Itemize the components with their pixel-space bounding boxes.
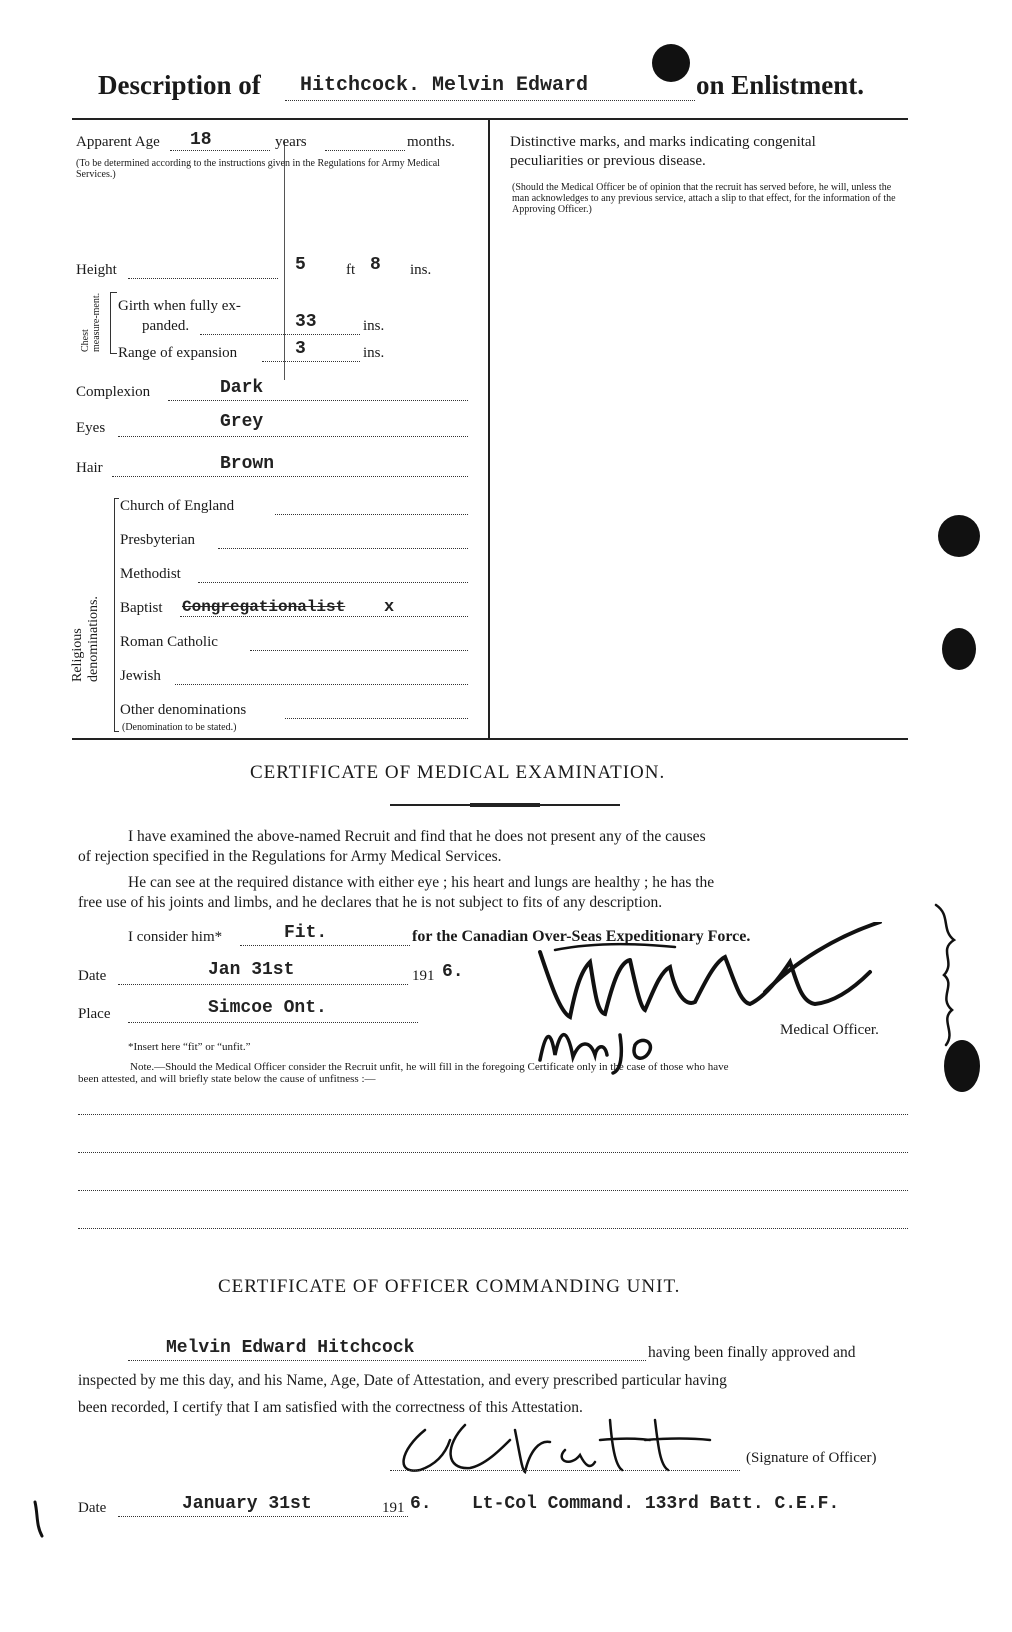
distinctive-heading-2: peculiarities or previous disease. xyxy=(510,153,706,169)
medical-fit-dotline xyxy=(240,945,410,946)
religion-baptist-overtype: Congregationalist xyxy=(182,598,346,616)
religion-dotline-5 xyxy=(250,650,468,651)
medical-for-label: for the Canadian Over-Seas Expeditionary Force. xyxy=(412,928,751,945)
medical-consider-label: I consider him* xyxy=(128,929,223,945)
chest-girth-unit: ins. xyxy=(363,318,385,334)
age-note: (To be determined according to the instructions given in the Regulations for Army Medical Services.) xyxy=(76,158,440,180)
title-suffix: on Enlistment. xyxy=(696,70,865,100)
table-bottom-rule xyxy=(72,738,908,740)
religion-baptist-mark: x xyxy=(384,598,395,617)
chest-range-dotline xyxy=(262,361,360,362)
commanding-signature-label: (Signature of Officer) xyxy=(746,1450,877,1466)
medical-para1-line2: of rejection specified in the Regulations for Army Medical Services. xyxy=(78,848,502,865)
medical-para2-line1: He can see at the required distance with either eye ; his heart and lungs are healthy ; he has the xyxy=(128,874,715,891)
distinctive-note: (Should the Medical Officer be of opinion that the recruit has served before, he will, unless the man acknowledges to any previous service, attach a slip to that effect, for the information of the Approving Officer.) xyxy=(512,182,896,215)
religion-roman-catholic: Roman Catholic xyxy=(120,634,218,650)
punch-hole-2 xyxy=(942,628,976,670)
medical-heading-rule-center xyxy=(470,803,540,807)
medical-para1-line1: I have examined the above-named Recruit and find that he does not present any of the causes xyxy=(128,828,706,845)
medical-officer-label: Medical Officer. xyxy=(780,1022,879,1038)
religion-jewish: Jewish xyxy=(120,668,161,684)
unfitness-line-4 xyxy=(78,1228,908,1229)
commanding-signature-dotline xyxy=(390,1470,740,1471)
margin-handwriting xyxy=(926,900,966,1050)
chest-girth-value: 33 xyxy=(295,312,317,332)
punch-hole-1 xyxy=(938,515,980,557)
religion-dotline-3 xyxy=(198,582,468,583)
hair-dotline xyxy=(112,476,468,477)
age-months-dotline xyxy=(325,150,405,151)
commanding-heading: CERTIFICATE OF OFFICER COMMANDING UNIT. xyxy=(218,1276,681,1297)
commanding-date-label: Date xyxy=(78,1500,107,1516)
commanding-line1-rest: having been finally approved and xyxy=(648,1344,856,1361)
age-months-label: months. xyxy=(407,134,455,150)
complexion-label: Complexion xyxy=(76,384,151,400)
religion-baptist: Baptist xyxy=(120,600,163,616)
religion-bracket xyxy=(114,498,119,732)
commanding-year-prefix: 191 xyxy=(382,1500,405,1516)
commanding-year-suffix: 6. xyxy=(410,1494,432,1514)
commanding-date-value: January 31st xyxy=(182,1494,312,1514)
commanding-unit-value: Lt-Col Command. 133rd Batt. C.E.F. xyxy=(472,1494,840,1514)
eyes-label: Eyes xyxy=(76,420,106,436)
religion-dotline-6 xyxy=(175,684,468,685)
age-label: Apparent Age xyxy=(76,134,160,150)
commanding-recruit-name: Melvin Edward Hitchcock xyxy=(166,1338,415,1358)
religion-other-note: (Denomination to be stated.) xyxy=(122,722,237,733)
medical-para2-line2: free use of his joints and limbs, and he declares that he is not subject to fits of any description. xyxy=(78,894,663,911)
ink-blot xyxy=(652,44,690,82)
medical-place-value: Simcoe Ont. xyxy=(208,998,327,1018)
hair-value: Brown xyxy=(220,454,275,474)
height-dotline xyxy=(128,278,278,279)
medical-fit-value: Fit. xyxy=(284,923,328,943)
religion-church-of-england: Church of England xyxy=(120,498,235,514)
title-prefix: Description of xyxy=(98,70,261,100)
chest-range-value: 3 xyxy=(295,339,306,359)
title-name-line xyxy=(285,100,695,101)
chest-girth-label-2: panded. xyxy=(142,318,190,334)
hair-label: Hair xyxy=(76,460,103,476)
height-ins-label: ins. xyxy=(410,262,432,278)
height-ins-value: 8 xyxy=(370,255,381,275)
age-years-label: years xyxy=(275,134,307,150)
medical-note-line1: Note.—Should the Medical Officer consider the Recruit unfit, he will fill in the foregoing Certificate only in the case of those who have xyxy=(130,1061,729,1073)
margin-mark xyxy=(30,1500,46,1540)
commanding-line3: been recorded, I certify that I am satisfied with the correctness of this Attestation. xyxy=(78,1399,583,1416)
chest-girth-dotline xyxy=(200,334,360,335)
medical-year-prefix: 191 xyxy=(412,968,435,984)
commanding-name-dotline xyxy=(128,1360,646,1361)
religion-presbyterian: Presbyterian xyxy=(120,532,195,548)
table-column-divider xyxy=(488,118,490,738)
commanding-officer-signature xyxy=(390,1410,730,1490)
medical-date-dotline xyxy=(118,984,408,985)
complexion-value: Dark xyxy=(220,378,264,398)
complexion-dotline xyxy=(168,400,468,401)
medical-date-value: Jan 31st xyxy=(208,960,295,980)
table-top-rule xyxy=(72,118,908,120)
medical-place-dotline xyxy=(128,1022,418,1023)
age-years-value: 18 xyxy=(190,130,212,150)
chest-range-label: Range of expansion xyxy=(118,345,238,361)
age-dotline xyxy=(170,150,270,151)
unfitness-line-2 xyxy=(78,1152,908,1153)
height-ft-label: ft xyxy=(346,262,356,278)
height-label: Height xyxy=(76,262,117,278)
unfitness-line-1 xyxy=(78,1114,908,1115)
eyes-value: Grey xyxy=(220,412,264,432)
commanding-date-dotline xyxy=(118,1516,408,1517)
chest-side-label: Chest measure-ment. xyxy=(80,292,102,352)
chest-range-unit: ins. xyxy=(363,345,385,361)
chest-girth-label-1: Girth when fully ex- xyxy=(118,298,241,314)
medical-heading: CERTIFICATE OF MEDICAL EXAMINATION. xyxy=(250,762,666,783)
commanding-line2: inspected by me this day, and his Name, Age, Date of Attestation, and every prescribed particular having xyxy=(78,1372,727,1389)
chest-bracket xyxy=(110,292,117,354)
unfitness-line-3 xyxy=(78,1190,908,1191)
medical-date-label: Date xyxy=(78,968,107,984)
religion-dotline-2 xyxy=(218,548,468,549)
religion-other: Other denominations xyxy=(120,702,247,718)
medical-place-label: Place xyxy=(78,1006,111,1022)
distinctive-heading-1: Distinctive marks, and marks indicating congenital xyxy=(510,134,816,150)
medical-note-line2: been attested, and will briefly state below the cause of unfitness :— xyxy=(78,1073,376,1085)
medical-year-suffix: 6. xyxy=(442,962,464,982)
eyes-dotline xyxy=(118,436,468,437)
religion-dotline-7 xyxy=(285,718,468,719)
medical-insert-note: *Insert here “fit” or “unfit.” xyxy=(128,1041,251,1053)
height-ft-value: 5 xyxy=(295,255,306,275)
religion-dotline-1 xyxy=(275,514,468,515)
religion-side-label: Religious denominations. xyxy=(70,596,101,682)
title-name: Hitchcock. Melvin Edward xyxy=(300,74,589,97)
religion-dotline-4 xyxy=(180,616,468,617)
religion-methodist: Methodist xyxy=(120,566,181,582)
